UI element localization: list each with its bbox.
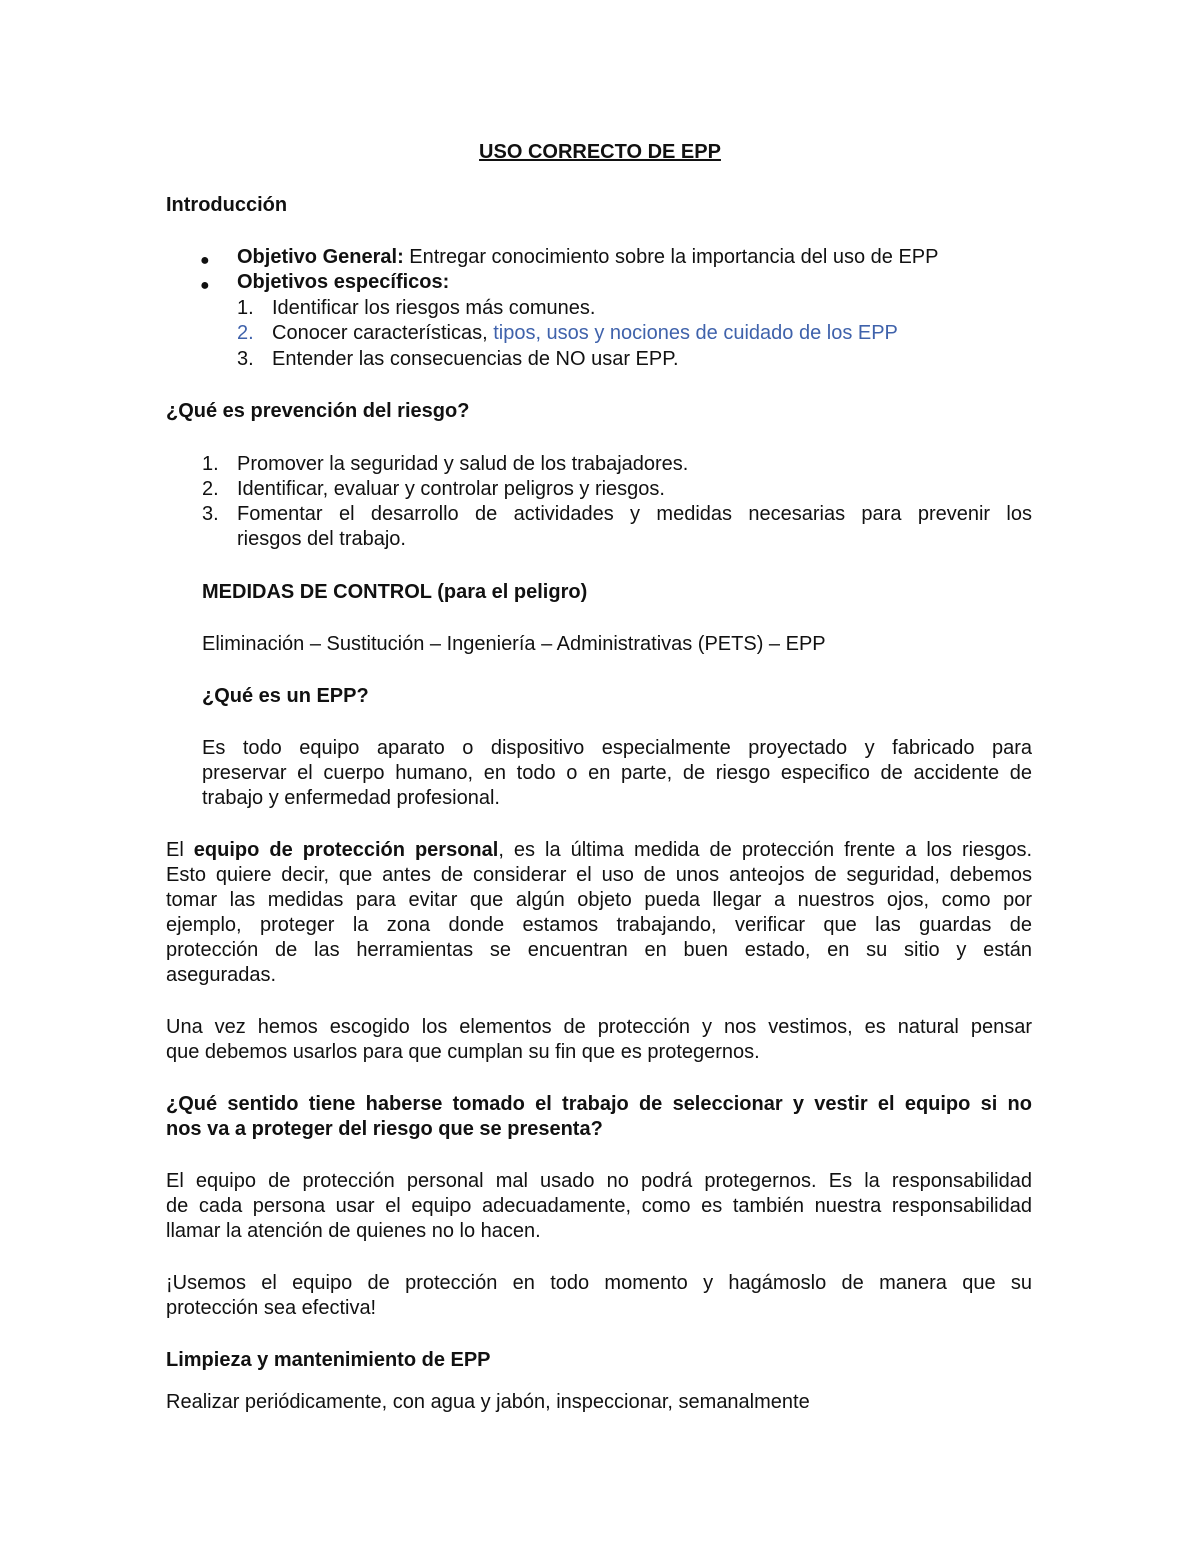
control-heading — [202, 580, 587, 605]
epp-line: trabajo y enfermedad profesional. — [202, 787, 500, 809]
para3-line: de cada persona usar el equipo adecuadamente, como es también nuestra responsabilidad — [166, 1195, 1032, 1217]
para1-line: ejemplo, proteger la zona donde estamos trabajando, verificar que las guardas de — [166, 914, 1032, 936]
para1-line: protección de las herramientas se encuentran en buen estado, en su sitio y están — [166, 939, 1032, 961]
list-item-highlight: tipos, usos y nociones de cuidado de los EPP — [487, 322, 898, 344]
list-item-text: Conocer características, — [272, 322, 488, 344]
list-number: 2. — [202, 478, 219, 500]
epp-heading: ¿Qué es un EPP? — [202, 685, 369, 707]
epp-line: Es todo equipo aparato o dispositivo especialmente proyectado y fabricado para — [202, 737, 1032, 759]
para3-line: llamar la atención de quienes no lo hacen. — [166, 1220, 541, 1242]
list-number: 1. — [202, 453, 219, 475]
para1-line: Esto quiere decir, que antes de considerar el uso de unos anteojos de seguridad, debemos — [166, 864, 1032, 886]
objective-general — [237, 245, 938, 270]
list-number: 2. — [237, 322, 254, 344]
list-number: 1. — [237, 297, 254, 319]
bullet-icon: ● — [200, 277, 210, 294]
control-heading-rest: (para el peligro) — [431, 581, 588, 603]
list-item — [272, 321, 898, 346]
cleaning-heading: Limpieza y mantenimiento de EPP — [166, 1349, 491, 1371]
objective-general-text: Entregar conocimiento sobre la importancia del uso de EPP — [403, 246, 939, 268]
para1-first-line — [166, 838, 1032, 863]
para1-line: tomar las medidas para evitar que algún objeto pueda llegar a nuestros ojos, como por — [166, 889, 1032, 911]
question-line: nos va a proteger del riesgo que se presenta? — [166, 1118, 603, 1140]
para4-line: protección sea efectiva! — [166, 1297, 377, 1319]
bullet-icon: ● — [200, 252, 210, 269]
para2-line: que debemos usarlos para que cumplan su fin que es protegernos. — [166, 1041, 760, 1063]
document-title: USO CORRECTO DE EPP — [479, 141, 721, 163]
prevention-heading: ¿Qué es prevención del riesgo? — [166, 400, 470, 422]
question-line: ¿Qué sentido tiene haberse tomado el trabajo de seleccionar y vestir el equipo si no — [166, 1093, 1032, 1115]
list-item: Identificar, evaluar y controlar peligros y riesgos. — [237, 478, 665, 500]
cleaning-text: Realizar periódicamente, con agua y jabón, inspeccionar, semanalmente — [166, 1391, 810, 1413]
control-measures: Eliminación – Sustitución – Ingeniería – Administrativas (PETS) – EPP — [202, 633, 826, 655]
list-item: Promover la seguridad y salud de los trabajadores. — [237, 453, 689, 475]
para3-line: El equipo de protección personal mal usado no podrá protegernos. Es la responsabilidad — [166, 1170, 1032, 1192]
para1-start: El — [166, 839, 194, 861]
para2-line: Una vez hemos escogido los elementos de protección y nos vestimos, es natural pensar — [166, 1016, 1032, 1038]
objective-general-sep: : — [397, 246, 404, 268]
list-item: Identificar los riesgos más comunes. — [272, 297, 596, 319]
para1-line: aseguradas. — [166, 964, 277, 986]
para1-bold: equipo de protección personal — [193, 839, 499, 861]
list-number: 3. — [237, 348, 254, 370]
list-item: Fomentar el desarrollo de actividades y medidas necesarias para prevenir los — [237, 503, 1032, 525]
objectives-specific-label: Objetivos específicos: — [237, 271, 450, 293]
list-item-continuation: riesgos del trabajo. — [237, 528, 406, 550]
epp-line: preservar el cuerpo humano, en todo o en parte, de riesgo especifico de accidente de — [202, 762, 1032, 784]
para4-line: ¡Usemos el equipo de protección en todo momento y hagámoslo de manera que su — [166, 1272, 1032, 1294]
control-heading-bold: MEDIDAS DE CONTROL — [202, 581, 432, 603]
intro-heading: Introducción — [166, 194, 288, 216]
list-item: Entender las consecuencias de NO usar EPP. — [272, 348, 679, 370]
para1-rest: , es la última medida de protección frente a los riesgos. — [498, 839, 1032, 861]
objective-general-label: Objetivo General — [237, 246, 398, 268]
list-number: 3. — [202, 503, 219, 525]
